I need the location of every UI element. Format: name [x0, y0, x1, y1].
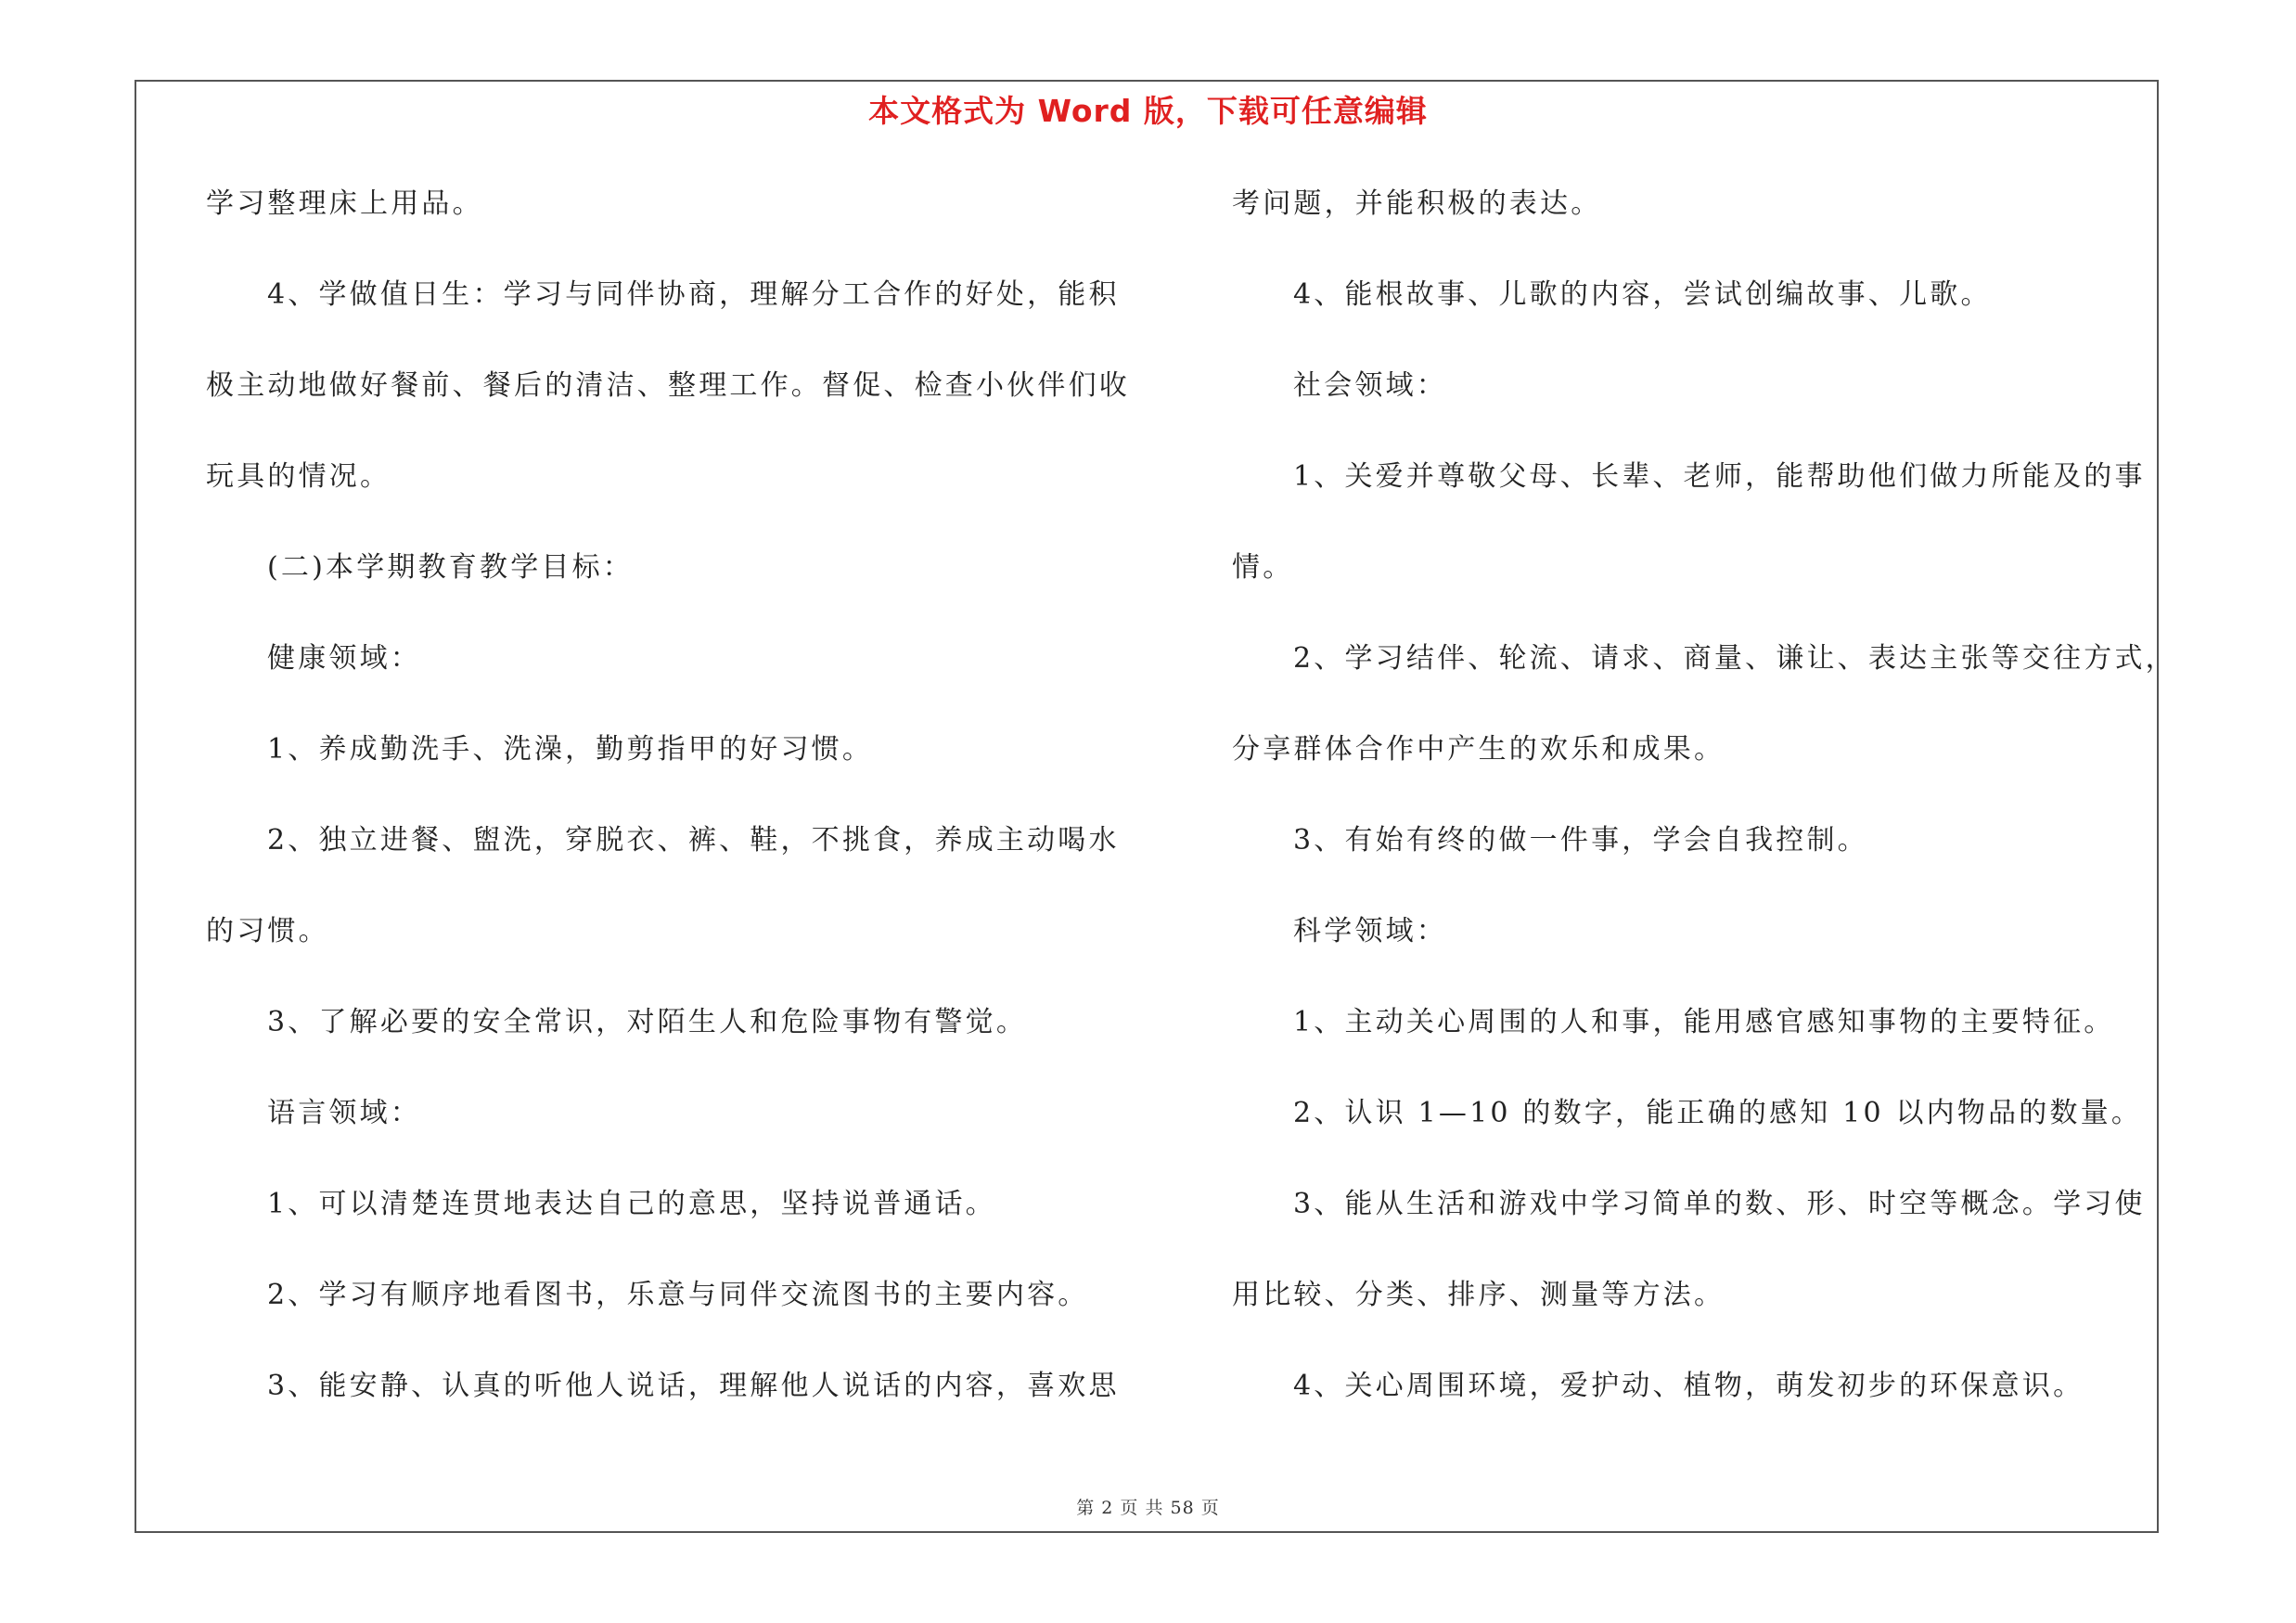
- paragraph-line: 用比较、分类、排序、测量等方法。: [1232, 1279, 1725, 1311]
- paragraph-line: 4、关心周围环境，爱护动、植物，萌发初步的环保意识。: [1293, 1370, 2084, 1402]
- word-format-banner: 本文格式为 Word 版，下载可任意编辑: [868, 93, 1428, 129]
- page-number: 第 2 页 共 58 页: [1076, 1498, 1220, 1518]
- paragraph-line: 3、了解必要的安全常识，对陌生人和危险事物有警觉。: [267, 1006, 1028, 1038]
- paragraph-line: 1、关爱并尊敬父母、长辈、老师，能帮助他们做力所能及的事: [1293, 460, 2146, 493]
- paragraph-line: 的习惯。: [206, 915, 329, 947]
- paragraph-line: 2、学习结伴、轮流、请求、商量、谦让、表达主张等交往方式，: [1293, 642, 2176, 675]
- paragraph-line: 4、能根故事、儿歌的内容，尝试创编故事、儿歌。: [1293, 278, 1992, 311]
- paragraph-line: 3、有始有终的做一件事，学会自我控制。: [1293, 824, 1868, 857]
- paragraph-line: 1、养成勤洗手、洗澡，勤剪指甲的好习惯。: [267, 733, 874, 766]
- domain-heading: 科学领域：: [1293, 915, 1447, 947]
- domain-heading: 健康领域：: [267, 642, 421, 675]
- domain-heading: 语言领域：: [267, 1097, 421, 1129]
- domain-heading: 社会领域：: [1293, 369, 1447, 402]
- paragraph-line: 考问题，并能积极的表达。: [1232, 187, 1602, 220]
- paragraph-line: 玩具的情况。: [206, 460, 391, 493]
- paragraph-line: 3、能从生活和游戏中学习简单的数、形、时空等概念。学习使: [1293, 1188, 2146, 1220]
- paragraph-line: 3、能安静、认真的听他人说话，理解他人说话的内容，喜欢思: [267, 1370, 1120, 1402]
- paragraph-line: 2、学习有顺序地看图书，乐意与同伴交流图书的主要内容。: [267, 1279, 1089, 1311]
- paragraph-line: 极主动地做好餐前、餐后的清洁、整理工作。督促、检查小伙伴们收: [206, 369, 1130, 402]
- paragraph-line: 情。: [1232, 551, 1294, 584]
- paragraph-line: 2、认识 1—10 的数字，能正确的感知 10 以内物品的数量。: [1293, 1097, 2143, 1129]
- paragraph-line: 1、主动关心周围的人和事，能用感官感知事物的主要特征。: [1293, 1006, 2115, 1038]
- paragraph-line: 4、学做值日生：学习与同伴协商，理解分工合作的好处，能积: [267, 278, 1120, 311]
- paragraph-line: 2、独立进餐、盥洗，穿脱衣、裤、鞋，不挑食，养成主动喝水: [267, 824, 1120, 857]
- paragraph-line: 学习整理床上用品。: [206, 187, 483, 220]
- paragraph-line: 1、可以清楚连贯地表达自己的意思，坚持说普通话。: [267, 1188, 996, 1220]
- paragraph-line: 分享群体合作中产生的欢乐和成果。: [1232, 733, 1725, 766]
- section-heading: (二)本学期教育教学目标：: [267, 551, 635, 584]
